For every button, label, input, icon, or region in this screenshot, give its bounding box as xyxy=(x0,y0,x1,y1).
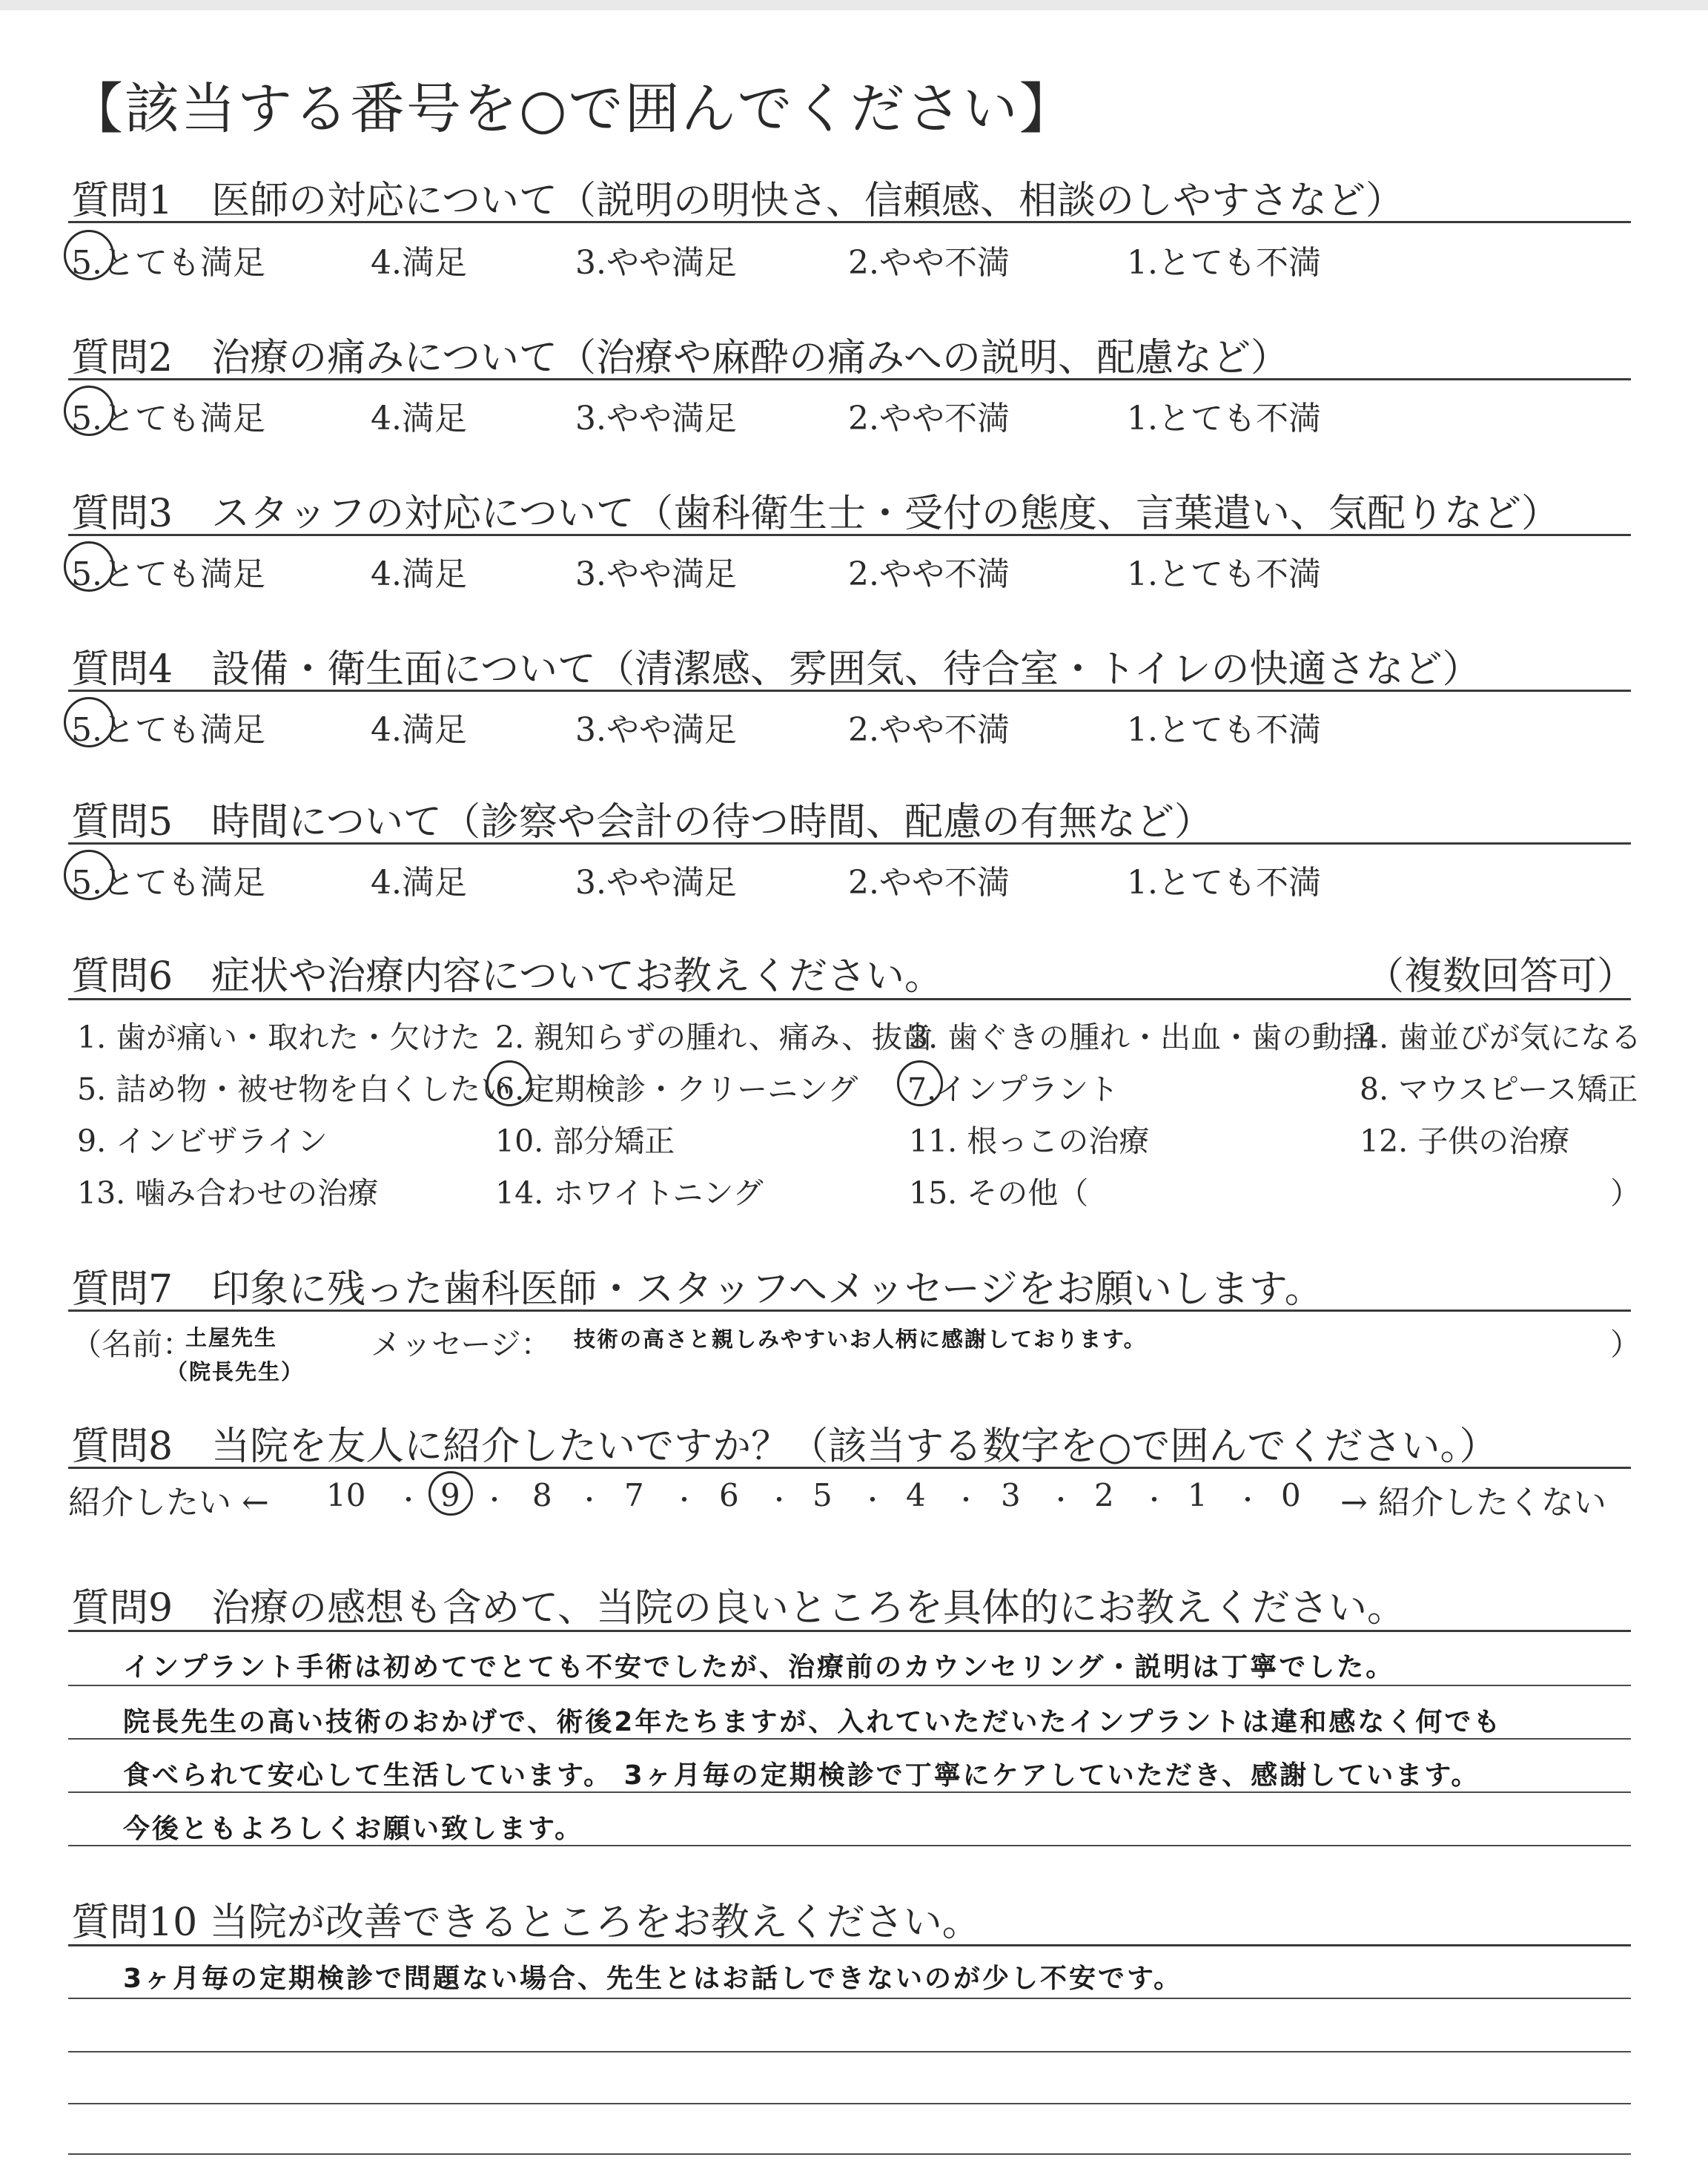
q8-scale-1[interactable]: 1 xyxy=(1188,1477,1208,1513)
q5-selection-circle xyxy=(64,850,114,900)
q4-option-3[interactable]: 3.やや満足 xyxy=(575,711,737,749)
q6-item-11[interactable]: 11. 根っこの治療 xyxy=(909,1123,1150,1159)
q2-option-4[interactable]: 4.満足 xyxy=(371,400,467,437)
q5-option-2[interactable]: 2.やや不満 xyxy=(848,864,1010,902)
q6-item-2[interactable]: 2. 親知らずの腫れ、痛み、抜歯 xyxy=(495,1020,933,1055)
q2-option-2[interactable]: 2.やや不満 xyxy=(848,400,1010,437)
q7-name-value[interactable]: 土屋先生 xyxy=(185,1325,278,1350)
q6-item-1[interactable]: 1. 歯が痛い・取れた・欠けた xyxy=(77,1020,481,1055)
q1-option-3[interactable]: 3.やや満足 xyxy=(575,244,737,282)
q4-option-2[interactable]: 2.やや不満 xyxy=(848,711,1010,749)
q8-scale-3[interactable]: 3 xyxy=(1001,1477,1021,1513)
q6-item-13[interactable]: 13. 噛み合わせの治療 xyxy=(77,1175,379,1211)
question-2-label: 質問2 治療の痛みについて（治療や麻酔の痛みへの説明、配慮など） xyxy=(71,336,1290,380)
q2-option-5[interactable]: 5.とても満足 xyxy=(71,400,265,437)
q8-selection-circle xyxy=(428,1471,473,1516)
q1-option-4[interactable]: 4.満足 xyxy=(371,244,467,282)
question-9-label: 質問9 治療の感想も含めて、当院の良いところを具体的にお教えください。 xyxy=(71,1586,1406,1631)
q8-separator: ・ xyxy=(396,1486,421,1516)
q6-item-7-selection-circle xyxy=(897,1060,943,1106)
q5-option-5[interactable]: 5.とても満足 xyxy=(71,864,265,902)
q8-separator: ・ xyxy=(482,1486,507,1516)
question-8-label: 質問8 当院を友人に紹介したいですか？（該当する数字を○で囲んでください。） xyxy=(71,1424,1498,1469)
q1-option-2[interactable]: 2.やや不満 xyxy=(848,244,1010,282)
answer-rule xyxy=(68,1738,1631,1740)
q1-selection-circle xyxy=(64,230,114,280)
page-title: 【該当する番号を○で囲んでください】 xyxy=(68,77,1076,141)
question-4-rule xyxy=(68,690,1631,692)
q6-item-6-selection-circle xyxy=(486,1060,532,1106)
q6-item-4[interactable]: 4. 歯並びが気になる xyxy=(1360,1020,1642,1055)
answer-rule xyxy=(68,2103,1631,2104)
q8-scale-7[interactable]: 7 xyxy=(624,1477,644,1513)
answer-rule xyxy=(68,1998,1631,1999)
q8-separator: ・ xyxy=(1048,1486,1073,1516)
q9-answer-line-3[interactable]: 食べられて安心して生活しています。 3ヶ月毎の定期検診で丁寧にケアしていただき、感謝しています。 xyxy=(123,1760,1480,1791)
q8-scale-5[interactable]: 5 xyxy=(812,1477,833,1513)
answer-rule xyxy=(68,1791,1631,1793)
q8-separator: ・ xyxy=(953,1486,979,1516)
question-6-rule xyxy=(68,998,1631,1000)
q6-item-6[interactable]: 6.定期検診・クリーニング xyxy=(495,1071,858,1107)
q9-answer-line-1[interactable]: インプラント手術は初めてでとても不安でしたが、治療前のカウンセリング・説明は丁寧でした。 xyxy=(123,1652,1395,1682)
q1-option-1[interactable]: 1.とても不満 xyxy=(1127,244,1321,282)
q8-separator: ・ xyxy=(577,1486,602,1516)
q10-answer-line-1[interactable]: 3ヶ月毎の定期検診で問題ない場合、先生とはお話しできないのが少し不安です。 xyxy=(123,1964,1183,1994)
q3-option-1[interactable]: 1.とても不満 xyxy=(1127,555,1321,593)
q8-scale-8[interactable]: 8 xyxy=(532,1477,552,1513)
question-8-rule xyxy=(68,1467,1631,1469)
question-5-rule xyxy=(68,842,1631,845)
q2-option-3[interactable]: 3.やや満足 xyxy=(575,400,737,437)
question-2-rule xyxy=(68,378,1631,380)
q8-scale-10[interactable]: 10 xyxy=(326,1477,366,1513)
q7-name-label: （名前： xyxy=(71,1327,193,1362)
q5-option-1[interactable]: 1.とても不満 xyxy=(1127,864,1321,902)
q8-left-label: 紹介したい ← xyxy=(68,1484,269,1522)
question-3-rule xyxy=(68,534,1631,536)
q8-separator: ・ xyxy=(672,1486,697,1516)
q2-selection-circle xyxy=(64,386,114,436)
q3-option-3[interactable]: 3.やや満足 xyxy=(575,555,737,593)
q8-scale-4[interactable]: 4 xyxy=(906,1477,926,1513)
q6-item-15[interactable]: 15. その他（ xyxy=(909,1175,1089,1211)
scan-top-edge xyxy=(0,0,1708,10)
answer-rule xyxy=(68,1685,1631,1686)
q5-option-3[interactable]: 3.やや満足 xyxy=(575,864,737,902)
question-10-rule xyxy=(68,1944,1631,1946)
q7-name-subvalue: （院長先生） xyxy=(166,1359,305,1384)
q7-close-paren: ） xyxy=(1610,1327,1641,1362)
q7-message-label: メッセージ： xyxy=(371,1327,552,1362)
question-3-label: 質問3 スタッフの対応について（歯科衛生士・受付の態度、言葉遣い、気配りなど） xyxy=(71,492,1560,536)
q6-item-3[interactable]: 3. 歯ぐきの腫れ・出血・歯の動揺 xyxy=(909,1020,1374,1055)
q4-option-1[interactable]: 1.とても不満 xyxy=(1127,711,1321,749)
question-1-label: 質問1 医師の対応について（説明の明快さ、信頼感、相談のしやすさなど） xyxy=(71,179,1404,223)
q2-option-1[interactable]: 1.とても不満 xyxy=(1127,400,1321,437)
q7-message-value[interactable]: 技術の高さと親しみやすいお人柄に感謝しております。 xyxy=(574,1327,1147,1352)
q8-scale-6[interactable]: 6 xyxy=(719,1477,739,1513)
question-9-rule xyxy=(68,1630,1631,1632)
q6-item-9[interactable]: 9. インビザライン xyxy=(77,1123,328,1159)
question-7-label: 質問7 印象に残った歯科医師・スタッフへメッセージをお願いします。 xyxy=(71,1267,1323,1312)
q9-answer-line-2[interactable]: 院長先生の高い技術のおかげで、術後2年たちますが、入れていただいたインプラントは違和感なく何でも xyxy=(123,1707,1503,1737)
q3-option-5[interactable]: 5.とても満足 xyxy=(71,555,265,593)
q8-right-label: → 紹介したくない xyxy=(1340,1484,1606,1522)
q3-selection-circle xyxy=(64,541,114,592)
answer-rule xyxy=(68,1845,1631,1846)
q6-item-7[interactable]: 7.インプラント xyxy=(907,1071,1119,1107)
q4-selection-circle xyxy=(64,697,114,747)
q8-separator: ・ xyxy=(1142,1486,1167,1516)
q8-scale-0[interactable]: 0 xyxy=(1281,1477,1301,1513)
q8-scale-2[interactable]: 2 xyxy=(1094,1477,1114,1513)
q6-item-8[interactable]: 8. マウスピース矯正 xyxy=(1360,1071,1638,1107)
q8-separator: ・ xyxy=(1235,1486,1260,1516)
q6-item-10[interactable]: 10. 部分矯正 xyxy=(495,1123,675,1159)
q4-option-4[interactable]: 4.満足 xyxy=(371,711,467,749)
question-5-label: 質問5 時間について（診察や会計の待つ時間、配慮の有無など） xyxy=(71,800,1214,845)
question-4-label: 質問4 設備・衛生面について（清潔感、雰囲気、待合室・トイレの快適さなど） xyxy=(71,647,1481,692)
q4-option-5[interactable]: 5.とても満足 xyxy=(71,711,265,749)
question-10-label: 質問10 当院が改善できるところをお教えください。 xyxy=(71,1900,981,1945)
q5-option-4[interactable]: 4.満足 xyxy=(371,864,467,902)
question-1-rule xyxy=(68,221,1631,223)
q9-answer-line-4[interactable]: 今後ともよろしくお願い致します。 xyxy=(123,1814,584,1844)
q8-separator: ・ xyxy=(767,1486,792,1516)
question-6-note: （複数回答可） xyxy=(1366,954,1636,999)
q8-separator: ・ xyxy=(860,1486,885,1516)
question-6-label: 質問6 症状や治療内容についてお教えください。 xyxy=(71,954,944,999)
q8-scale-9[interactable]: 9 xyxy=(440,1477,460,1513)
q6-item-5[interactable]: 5. 詰め物・被せ物を白くしたい xyxy=(77,1071,512,1107)
answer-rule xyxy=(68,2051,1631,2052)
question-7-rule xyxy=(68,1309,1631,1312)
q6-item-12[interactable]: 12. 子供の治療 xyxy=(1360,1123,1570,1159)
q1-option-5[interactable]: 5.とても満足 xyxy=(71,244,265,282)
answer-rule xyxy=(68,2153,1631,2155)
q6-item-14[interactable]: 14. ホワイトニング xyxy=(495,1175,764,1211)
q6-item-15-close: ） xyxy=(1610,1175,1641,1211)
q3-option-2[interactable]: 2.やや不満 xyxy=(848,555,1010,593)
q3-option-4[interactable]: 4.満足 xyxy=(371,555,467,593)
